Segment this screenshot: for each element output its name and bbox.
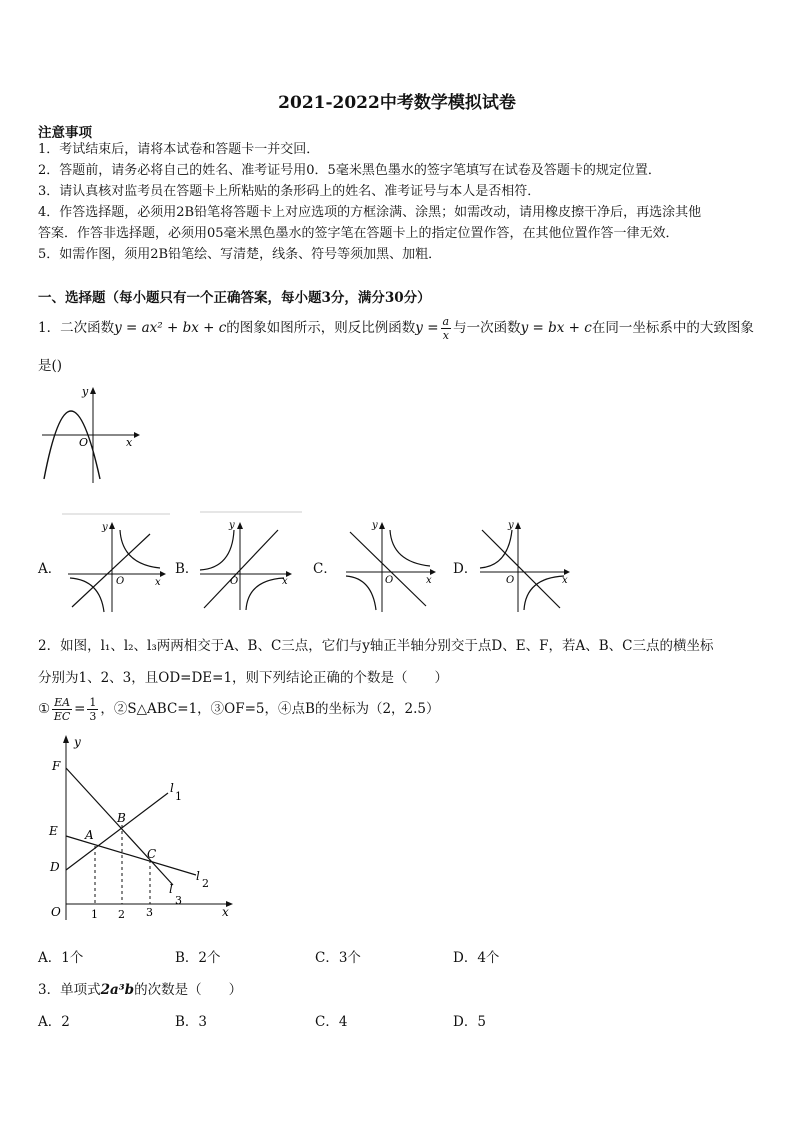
- origin-label: O: [506, 575, 515, 586]
- point-a-label: A: [85, 828, 94, 842]
- q3-expression: 2a³b: [100, 982, 135, 998]
- origin-label: O: [230, 576, 239, 587]
- q2-statement-1-marker: ①: [38, 701, 51, 717]
- hyperbola-branch: [346, 576, 376, 610]
- linear-line: [72, 534, 150, 607]
- y-axis-label: y: [82, 385, 89, 398]
- q2-option-a[interactable]: A．1个: [38, 950, 84, 966]
- hyperbola-branch: [200, 530, 234, 570]
- q2-stem-line2: 分别为1、2、3，且OD=DE=1，则下列结论正确的个数是（ ）: [38, 670, 449, 686]
- x-axis-arrow-icon: [160, 571, 166, 577]
- q3-stem: [38, 978, 242, 998]
- tick-3-label: 3: [146, 906, 153, 919]
- q1-option-b-label[interactable]: B．: [175, 561, 199, 577]
- hyperbola-branch: [120, 530, 160, 568]
- point-d-label: D: [50, 860, 60, 874]
- origin-label: O: [116, 576, 125, 587]
- q3-option-b[interactable]: B．3: [175, 1014, 208, 1030]
- x-axis-label: x: [426, 575, 432, 586]
- hyperbola-branch: [524, 576, 564, 610]
- q1-fraction: [441, 315, 452, 342]
- q2-value-den: 3: [89, 710, 97, 723]
- y-axis-arrow-icon: [515, 522, 521, 529]
- notice-item-4: 4．作答选择题，必须用2B铅笔将答题卡上对应选项的方框涂满、涂黑；如需改动，请用橡皮擦干净后，再选涂其他: [38, 205, 702, 220]
- hyperbola-branch: [390, 530, 430, 566]
- q1-text-1: 1．二次函数: [38, 320, 115, 336]
- point-b-label: B: [117, 811, 126, 825]
- q1-parabola-graph: [38, 383, 148, 488]
- section-heading: 一、选择题（每小题只有一个正确答案，每小题3分，满分30分）: [38, 290, 431, 306]
- point-e-label: E: [49, 824, 58, 838]
- q2-lines-figure: [38, 730, 238, 925]
- y-axis-arrow-icon: [63, 735, 69, 743]
- notice-heading: 注意事项: [38, 125, 92, 141]
- q3-option-c[interactable]: C．4: [315, 1014, 348, 1030]
- q1-option-d-graph[interactable]: [474, 512, 580, 616]
- q2-ratio-fraction: [52, 696, 72, 723]
- q1-option-d-label[interactable]: D．: [453, 561, 478, 577]
- q2-ratio-num: EA: [54, 696, 71, 709]
- x-axis-label: x: [222, 905, 229, 919]
- point-f-label: F: [52, 759, 61, 773]
- notice-item-3: 3．请认真核对监考员在答题卡上所粘贴的条形码上的姓名、准考证号与本人是否相符．: [38, 184, 541, 199]
- q1-stem: [38, 315, 754, 342]
- q1-formula-inverse-lhs: y =: [415, 320, 439, 336]
- q2-value-num: 1: [89, 696, 97, 709]
- x-axis-label: x: [126, 436, 133, 449]
- q3-option-a[interactable]: A．2: [38, 1014, 70, 1030]
- y-axis-arrow-icon: [109, 522, 115, 529]
- q2-statements: [38, 696, 440, 723]
- q2-statements-rest: ，②S△ABC=1，③OF=5，④点B的坐标为（2，2.5）: [100, 701, 440, 717]
- y-axis-arrow-icon: [90, 387, 96, 394]
- tick-1-label: 1: [91, 908, 98, 921]
- q2-option-c[interactable]: C．3个: [315, 950, 361, 966]
- origin-label: O: [385, 575, 394, 586]
- line-l1-label: l: [170, 781, 174, 795]
- q1-option-a-graph[interactable]: [60, 512, 172, 616]
- q1-text-3: 与一次函数: [453, 320, 521, 336]
- line-l2-label: l: [196, 869, 200, 883]
- q1-option-a-label[interactable]: A．: [38, 561, 62, 577]
- hyperbola-branch: [246, 578, 284, 610]
- parabola-curve: [44, 411, 100, 479]
- line-l3-label: l: [169, 882, 173, 896]
- notice-item-5: 5．如需作图，须用2B铅笔绘、写清楚，线条、符号等须加黑、加粗．: [38, 247, 442, 262]
- x-axis-label: x: [562, 575, 568, 586]
- q3-text-1: 3．单项式: [38, 982, 101, 998]
- tick-2-label: 2: [118, 908, 125, 921]
- linear-line: [482, 530, 560, 608]
- y-axis-arrow-icon: [379, 522, 385, 529]
- y-axis-label: y: [508, 520, 514, 531]
- q1-fraction-num: a: [442, 315, 450, 328]
- page-title: 2021-2022中考数学模拟试卷: [278, 93, 516, 113]
- point-c-label: C: [147, 847, 157, 861]
- line-l3: [66, 768, 173, 885]
- q2-value-fraction: [87, 696, 98, 723]
- q1-option-c-label[interactable]: C．: [313, 561, 337, 577]
- linear-line: [204, 530, 278, 608]
- y-axis-arrow-icon: [237, 522, 243, 529]
- q1-text-2: 的图象如图所示，则反比例函数: [226, 320, 416, 336]
- linear-line: [350, 532, 426, 606]
- q1-stem-line2: 是(): [38, 358, 63, 374]
- line-l3-subscript: 3: [175, 894, 182, 907]
- q2-option-b[interactable]: B．2个: [175, 950, 221, 966]
- hyperbola-branch: [480, 530, 512, 568]
- y-axis-label: y: [229, 520, 235, 531]
- origin-label: O: [79, 436, 89, 449]
- hyperbola-branch: [70, 578, 104, 612]
- q2-ratio-den: EC: [53, 710, 71, 723]
- notice-item-1: 1．考试结束后，请将本试卷和答题卡一并交回．: [38, 142, 320, 157]
- q1-option-c-graph[interactable]: [336, 512, 444, 616]
- q2-equals: =: [74, 701, 86, 717]
- q3-text-2: 的次数是（ ）: [134, 982, 243, 998]
- q1-text-4: 在同一坐标系中的大致图象: [591, 320, 754, 336]
- q1-formula-quadratic: y = ax² + bx + c: [114, 320, 227, 336]
- y-axis-label: y: [102, 522, 108, 533]
- q2-stem-line1: 2．如图，l₁、l₂、l₃两两相交于A、B、C三点，它们与y轴正半轴分别交于点D、E、F，若A、B、C三点的横坐标: [38, 638, 714, 654]
- line-l1-subscript: 1: [175, 790, 182, 803]
- notice-item-4-cont: 答案．作答非选择题，必须用05毫米黑色墨水的签字笔在答题卡上的指定位置作答，在其他位置作答一律无效．: [38, 226, 679, 241]
- y-axis-label: y: [74, 735, 81, 749]
- y-axis-label: y: [372, 520, 378, 531]
- q3-option-d[interactable]: D．5: [453, 1014, 486, 1030]
- x-axis-arrow-icon: [134, 432, 140, 438]
- x-axis-label: x: [155, 577, 161, 588]
- q2-option-d[interactable]: D．4个: [453, 950, 500, 966]
- line-l2-subscript: 2: [202, 877, 209, 890]
- q1-formula-linear: y = bx + c: [520, 320, 592, 336]
- q1-fraction-den: x: [442, 329, 449, 342]
- origin-label: O: [51, 905, 61, 919]
- q1-option-b-graph[interactable]: [196, 510, 304, 614]
- notice-item-2: 2．答题前，请务必将自己的姓名、准考证号用0．5毫米黑色墨水的签字笔填写在试卷及答题卡的规定位置．: [38, 163, 661, 178]
- x-axis-label: x: [282, 576, 288, 587]
